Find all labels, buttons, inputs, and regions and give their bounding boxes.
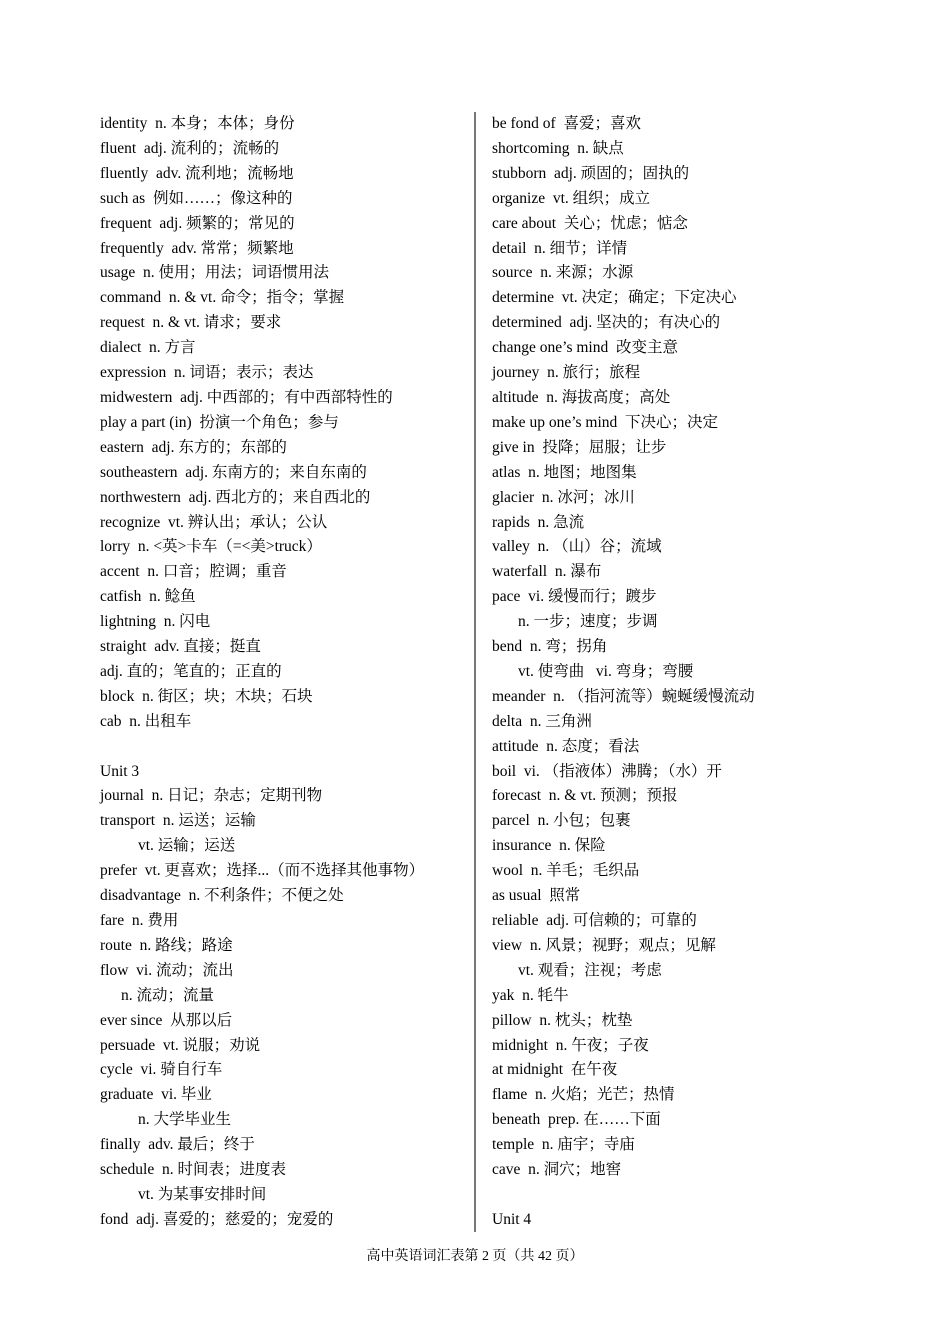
vocab-entry: prefer vt. 更喜欢；选择...（而不选择其他事物）: [100, 862, 425, 880]
vocab-entry: dialect n. 方言: [100, 339, 196, 357]
vocab-entry: pace vi. 缓慢而行；踱步: [492, 588, 657, 606]
vocab-entry: shortcoming n. 缺点: [492, 139, 624, 157]
vocab-column-right: [492, 112, 892, 1233]
vocab-entry: pillow n. 枕头；枕垫: [492, 1011, 633, 1029]
vocab-entry: yak n. 牦牛: [492, 986, 569, 1004]
vocab-entry: cycle vi. 骑自行车: [100, 1061, 223, 1079]
vocab-entry: eastern adj. 东方的；东部的: [100, 438, 287, 456]
vocab-entry: n. 一步；速度；步调: [518, 613, 658, 631]
vocab-entry: expression n. 词语；表示；表达: [100, 364, 314, 382]
vocab-entry: view n. 风景；视野；观点；见解: [492, 936, 716, 954]
vocab-entry: delta n. 三角洲: [492, 712, 592, 730]
vocab-entry: midwestern adj. 中西部的；有中西部特性的: [100, 388, 393, 406]
vocab-entry: fluently adv. 流利地；流畅地: [100, 164, 294, 182]
vocab-entry: detail n. 细节；详情: [492, 239, 628, 257]
vocab-entry: adj. 直的；笔直的；正直的: [100, 662, 282, 680]
vocab-entry: source n. 来源；水源: [492, 264, 634, 282]
vocab-entry: lightning n. 闪电: [100, 613, 211, 631]
vocab-entry: fluent adj. 流利的；流畅的: [100, 139, 280, 157]
vocab-entry: frequently adv. 常常；频繁地: [100, 239, 294, 257]
vocab-entry: graduate vi. 毕业: [100, 1086, 212, 1104]
vocab-entry: valley n. （山）谷；流域: [492, 538, 662, 556]
vocab-entry: fond adj. 喜爱的；慈爱的；宠爱的: [100, 1210, 334, 1228]
vocab-entry: southeastern adj. 东南方的；来自东南的: [100, 463, 367, 481]
vocab-entry: schedule n. 时间表；进度表: [100, 1161, 286, 1179]
vocab-entry: organize vt. 组织；成立: [492, 189, 651, 207]
vocab-entry: persuade vt. 说服；劝说: [100, 1036, 261, 1054]
vocab-entry: temple n. 庙宇；寺庙: [492, 1136, 635, 1154]
vocab-entry: give in 投降；屈服；让步: [492, 438, 667, 456]
vocab-entry: make up one’s mind 下决心；决定: [492, 413, 719, 431]
vocab-entry: at midnight 在午夜: [492, 1061, 618, 1079]
vocab-entry: determine vt. 决定；确定；下定决心: [492, 289, 737, 307]
vocab-entry: n. 大学毕业生: [138, 1111, 232, 1129]
vocab-entry: play a part (in) 扮演一个角色；参与: [100, 413, 339, 431]
vocab-entry: forecast n. & vt. 预测；预报: [492, 787, 678, 805]
unit-heading: Unit 4: [492, 1210, 532, 1228]
vocab-entry: fare n. 费用: [100, 912, 179, 929]
vocab-entry: recognize vt. 辨认出；承认；公认: [100, 513, 328, 531]
vocab-entry: vt. 使弯曲 vi. 弯身；弯腰: [518, 662, 694, 680]
blank-line: [492, 1183, 892, 1208]
vocab-entry: request n. & vt. 请求；要求: [100, 314, 282, 332]
vocab-entry: change one’s mind 改变主意: [492, 339, 678, 357]
vocab-entry: lorry n. <英>卡车（=<美>truck）: [100, 538, 322, 556]
vocab-entry: transport n. 运送；运输: [100, 812, 256, 830]
vocab-entry: reliable adj. 可信赖的；可靠的: [492, 912, 697, 929]
vocab-entry: command n. & vt. 命令；指令；掌握: [100, 289, 345, 307]
vocab-entry: stubborn adj. 顽固的；固执的: [492, 164, 690, 182]
vocab-entry: flame n. 火焰；光芒；热情: [492, 1086, 675, 1104]
vocab-column-left: [100, 112, 465, 1233]
vocab-entry: accent n. 口音；腔调；重音: [100, 563, 287, 581]
vocab-entry: beneath prep. 在……下面: [492, 1111, 661, 1129]
vocab-entry: waterfall n. 瀑布: [492, 563, 602, 581]
column-divider: [474, 112, 476, 1232]
vocab-entry: usage n. 使用；用法；词语惯用法: [100, 264, 330, 282]
vocab-entry: vt. 为某事安排时间: [138, 1185, 267, 1203]
vocab-entry: parcel n. 小包；包裹: [492, 812, 631, 830]
vocab-entry: disadvantage n. 不利条件；不便之处: [100, 887, 344, 905]
vocab-entry: midnight n. 午夜；子夜: [492, 1036, 649, 1054]
page-footer: 高中英语词汇表第 2 页（共 42 页）: [366, 1249, 584, 1264]
vocab-entry: straight adv. 直接；挺直: [100, 638, 261, 656]
blank-line: [100, 735, 465, 760]
vocab-entry: vt. 观看；注视；考虑: [518, 961, 662, 979]
vocab-entry: rapids n. 急流: [492, 513, 585, 531]
vocab-entry: such as 例如……；像这种的: [100, 189, 293, 207]
vocab-entry: finally adv. 最后；终于: [100, 1136, 255, 1154]
vocab-entry: meander n. （指河流等）蜿蜒缓慢流动: [492, 687, 755, 705]
vocab-entry: identity n. 本身；本体；身份: [100, 115, 295, 132]
vocab-entry: block n. 街区；块；木块；石块: [100, 687, 313, 705]
vocab-entry: frequent adj. 频繁的；常见的: [100, 214, 295, 232]
vocab-entry: vt. 运输；运送: [138, 837, 236, 855]
vocab-entry: insurance n. 保险: [492, 837, 606, 855]
vocab-entry: atlas n. 地图；地图集: [492, 463, 637, 481]
vocab-entry: catfish n. 鲶鱼: [100, 588, 196, 606]
unit-heading: Unit 3: [100, 762, 140, 780]
vocab-entry: journey n. 旅行；旅程: [492, 364, 641, 382]
vocab-entry: be fond of 喜爱；喜欢: [492, 115, 641, 132]
vocab-entry: attitude n. 态度；看法: [492, 737, 640, 755]
vocab-entry: wool n. 羊毛；毛织品: [492, 862, 640, 880]
vocab-entry: altitude n. 海拔高度；高处: [492, 388, 671, 406]
vocab-entry: ever since 从那以后: [100, 1011, 233, 1029]
vocab-entry: boil vi. （指液体）沸腾；（水）开: [492, 762, 722, 780]
vocab-entry: determined adj. 坚决的；有决心的: [492, 314, 721, 332]
vocab-entry: cab n. 出租车: [100, 712, 192, 730]
vocab-entry: route n. 路线；路途: [100, 936, 233, 954]
vocab-entry: glacier n. 冰河；冰川: [492, 488, 635, 506]
vocab-entry: bend n. 弯；拐角: [492, 638, 608, 656]
vocab-entry: as usual 照常: [492, 887, 581, 905]
vocab-entry: cave n. 洞穴；地窖: [492, 1161, 622, 1179]
vocab-entry: flow vi. 流动；流出: [100, 961, 234, 979]
vocab-entry: n. 流动；流量: [121, 986, 215, 1004]
vocab-entry: northwestern adj. 西北方的；来自西北的: [100, 488, 371, 506]
vocab-entry: journal n. 日记；杂志；定期刊物: [100, 787, 323, 805]
vocab-entry: care about 关心；忧虑；惦念: [492, 214, 688, 232]
